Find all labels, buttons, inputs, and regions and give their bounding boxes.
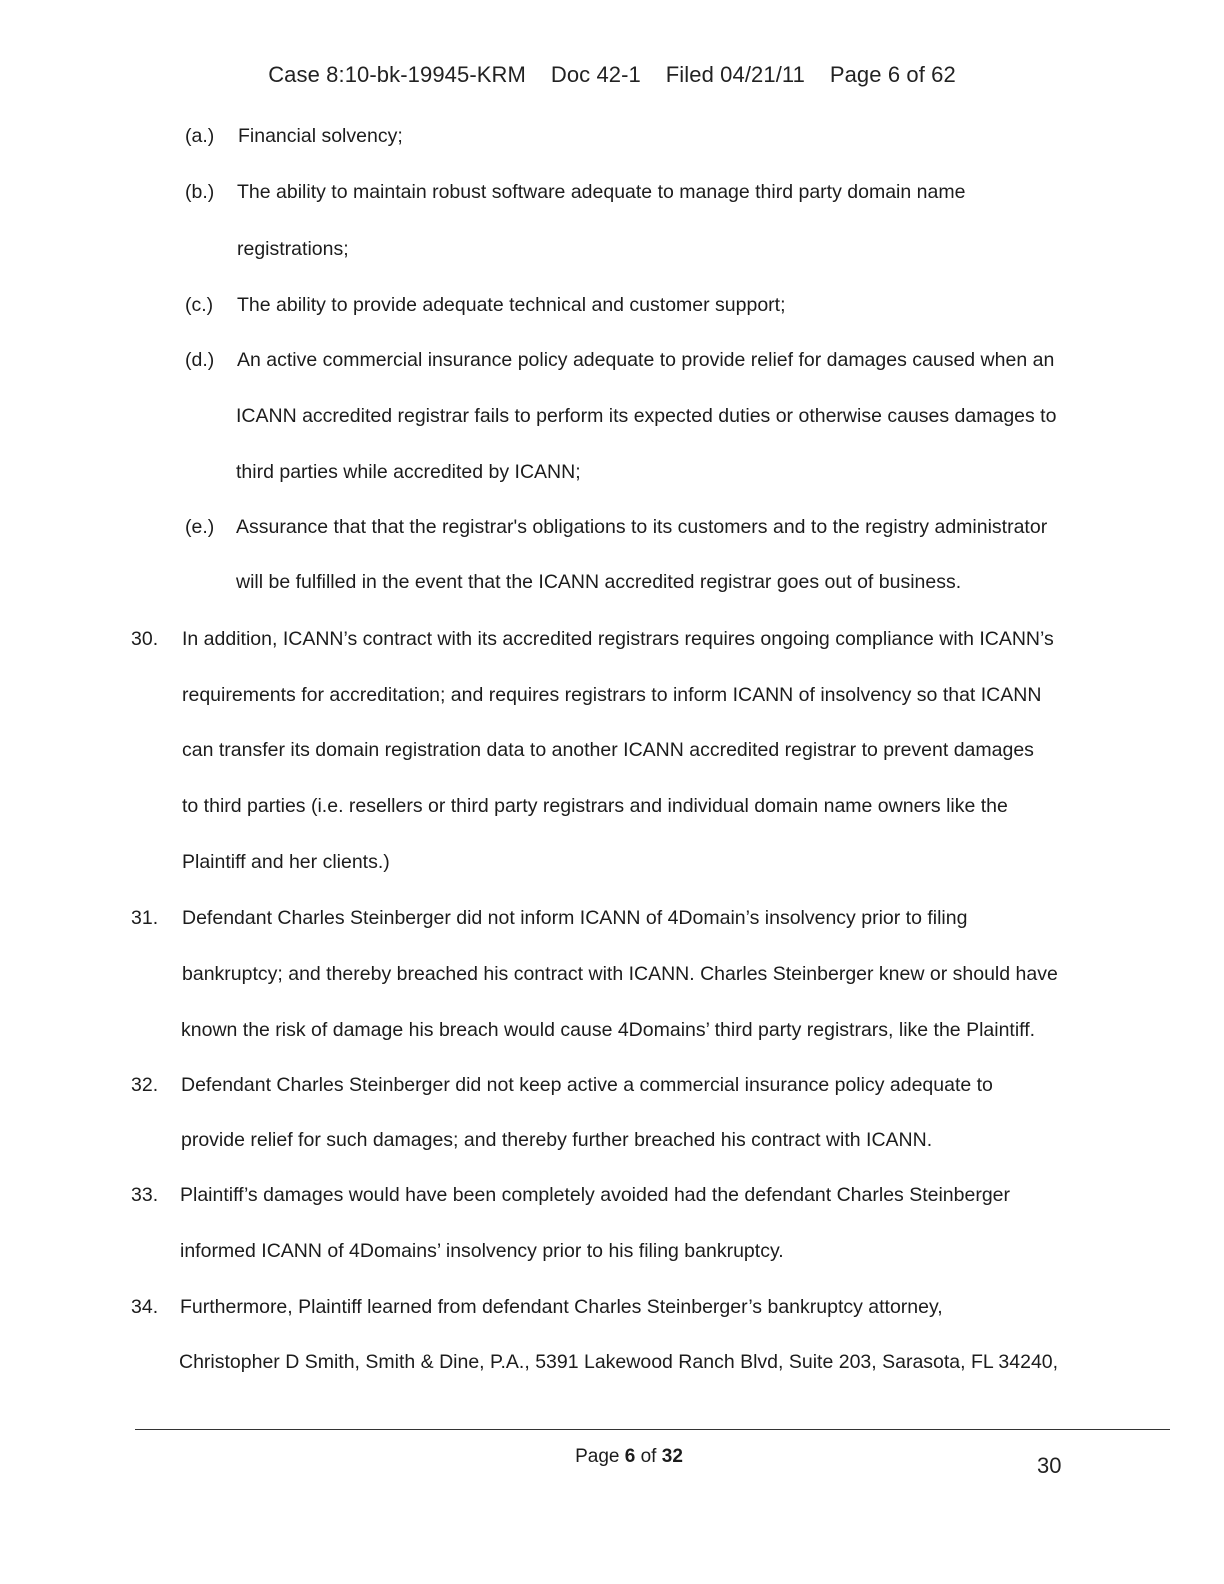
paragraph-number: 34.: [131, 1296, 159, 1318]
paragraph-number: 32.: [131, 1074, 159, 1096]
paragraph-number: 30.: [131, 628, 159, 650]
sub-item-marker: (e.): [185, 516, 215, 538]
sub-item-line: Assurance that that the registrar's obligations to its customers and to the registry administrator: [236, 516, 1048, 538]
sub-item-marker: (c.): [185, 294, 214, 316]
paragraph-line: to third parties (i.e. resellers or third party registrars and individual domain name owners like the: [182, 795, 1008, 817]
paragraph-line: Defendant Charles Steinberger did not keep active a commercial insurance policy adequate to: [181, 1074, 993, 1096]
sub-item-marker: (a.): [185, 125, 215, 147]
paragraph-line: Christopher D Smith, Smith & Dine, P.A., 5391 Lakewood Ranch Blvd, Suite 203, Sarasota, FL 34240,: [179, 1351, 1059, 1373]
sub-item-line: The ability to provide adequate technical and customer support;: [237, 294, 786, 316]
paragraph-line: Defendant Charles Steinberger did not inform ICANN of 4Domain’s insolvency prior to filing: [182, 907, 968, 929]
sub-item-line: ICANN accredited registrar fails to perform its expected duties or otherwise causes damages to: [236, 405, 1057, 427]
sub-item-line: Financial solvency;: [238, 125, 403, 147]
paragraph-line: known the risk of damage his breach would cause 4Domains’ third party registrars, like the Plaintiff.: [181, 1019, 1036, 1041]
sub-item-line: registrations;: [237, 238, 349, 260]
sub-item-line: will be fulfilled in the event that the ICANN accredited registrar goes out of business.: [236, 571, 962, 593]
paragraph-line: provide relief for such damages; and thereby further breached his contract with ICANN.: [181, 1129, 933, 1151]
footer-divider: [135, 1429, 1170, 1430]
paragraph-line: requirements for accreditation; and requires registrars to inform ICANN of insolvency so that ICANN: [182, 684, 1042, 706]
filed-date: Filed 04/21/11: [665, 62, 805, 87]
paragraph-line: bankruptcy; and thereby breached his contract with ICANN. Charles Steinberger knew or should have: [182, 963, 1058, 985]
footer-page-total: 32: [661, 1446, 683, 1467]
paragraph-line: informed ICANN of 4Domains’ insolvency prior to his filing bankruptcy.: [180, 1240, 784, 1262]
case-page: Page 6 of 62: [829, 62, 956, 87]
footer-page-of: of: [640, 1446, 657, 1467]
sub-item-marker: (d.): [185, 349, 215, 371]
case-number: Case 8:10-bk-19945-KRM: [268, 62, 526, 87]
paragraph-line: In addition, ICANN’s contract with its accredited registrars requires ongoing compliance with ICANN’s: [182, 628, 1054, 650]
exhibit-page-number: 30: [1037, 1453, 1062, 1478]
sub-item-line: third parties while accredited by ICANN;: [236, 461, 581, 483]
case-header: [0, 62, 1224, 88]
sub-item-line: The ability to maintain robust software adequate to manage third party domain name: [237, 181, 966, 203]
paragraph-line: Furthermore, Plaintiff learned from defendant Charles Steinberger’s bankruptcy attorney,: [180, 1296, 943, 1318]
footer-page-current: 6: [624, 1446, 636, 1467]
paragraph-line: Plaintiff and her clients.): [182, 851, 390, 873]
paragraph-line: can transfer its domain registration data to another ICANN accredited registrar to prevent damages: [182, 739, 1034, 761]
sub-item-marker: (b.): [185, 181, 215, 203]
footer-page-label: Page: [575, 1446, 620, 1467]
doc-number: Doc 42-1: [550, 62, 641, 87]
paragraph-number: 31.: [131, 907, 159, 929]
paragraph-line: Plaintiff’s damages would have been completely avoided had the defendant Charles Steinberger: [180, 1184, 1011, 1206]
paragraph-number: 33.: [131, 1184, 159, 1206]
sub-item-line: An active commercial insurance policy adequate to provide relief for damages caused when an: [237, 349, 1055, 371]
